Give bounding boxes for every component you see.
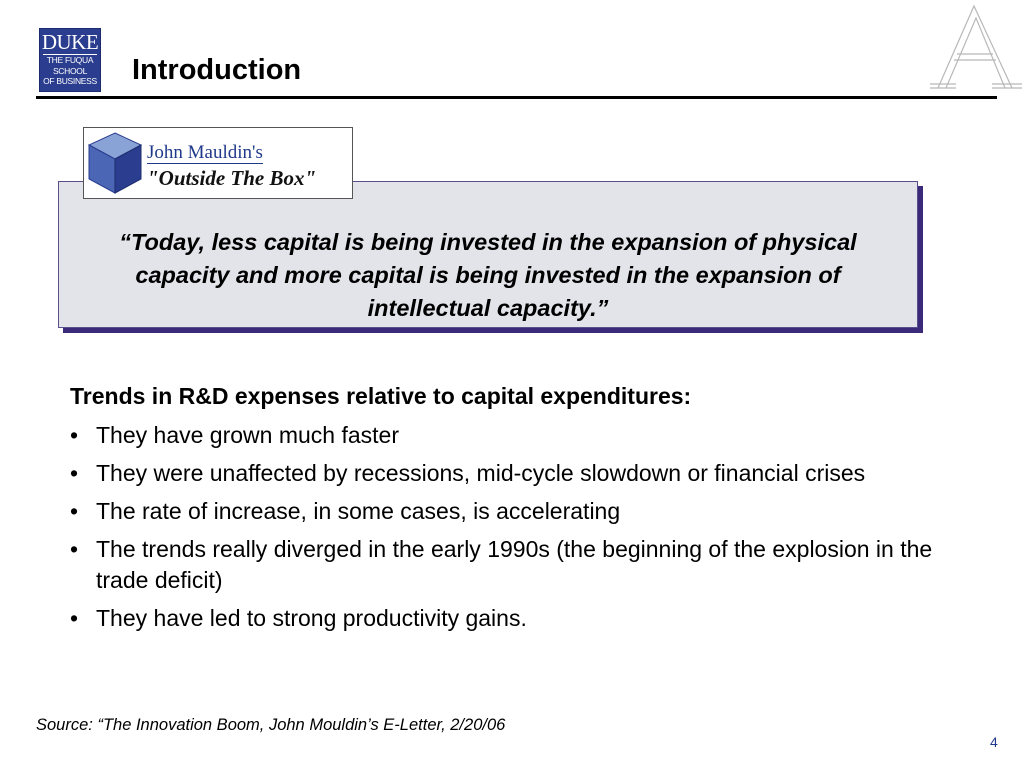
duke-fuqua-logo: [39, 28, 101, 92]
list-item-text: The trends really diverged in the early 1990s (the beginning of the explosion in the trade deficit): [96, 536, 933, 593]
bullet-icon: •: [70, 460, 79, 486]
list-item: [70, 534, 950, 596]
page-number: 4: [990, 734, 998, 750]
quote-box: [58, 181, 918, 328]
source-citation: Source: “The Innovation Boom, John Mouldin’s E-Letter, 2/20/06: [36, 716, 506, 734]
logo-line-1: THE FUQUA: [43, 54, 97, 66]
slide-title: Introduction: [132, 54, 302, 86]
bullet-icon: •: [70, 498, 79, 524]
list-item: [70, 496, 950, 527]
trends-list: [70, 420, 950, 641]
list-item-text: The rate of increase, in some cases, is accelerating: [96, 498, 621, 524]
title-divider: [36, 96, 997, 99]
list-item-text: They were unaffected by recessions, mid-cycle slowdown or financial crises: [96, 460, 866, 486]
list-item: [70, 603, 950, 634]
quote-text: “Today, less capital is being invested in the expansion of physical capacity and more capital is being invested in the expansion of intellectual capacity.”: [119, 229, 857, 321]
bullet-icon: •: [70, 605, 79, 631]
logo-line-3: OF BUSINESS: [43, 76, 97, 86]
trends-heading: Trends in R&D expenses relative to capital expenditures:: [70, 383, 692, 409]
bullet-icon: •: [70, 422, 79, 448]
cube-icon: [87, 131, 143, 195]
letter-a-watermark-icon: [926, 0, 1024, 92]
logo-line-2: SCHOOL: [52, 65, 88, 76]
list-item: [70, 458, 950, 489]
newsletter-author: John Mauldin's: [147, 142, 263, 163]
list-item: [70, 420, 950, 451]
newsletter-title: "Outside The Box": [147, 166, 317, 190]
list-item-text: They have led to strong productivity gains.: [96, 605, 527, 631]
newsletter-logo: [83, 127, 353, 199]
logo-duke-text: DUKE: [41, 30, 99, 54]
list-item-text: They have grown much faster: [96, 422, 399, 448]
bullet-icon: •: [70, 536, 79, 562]
